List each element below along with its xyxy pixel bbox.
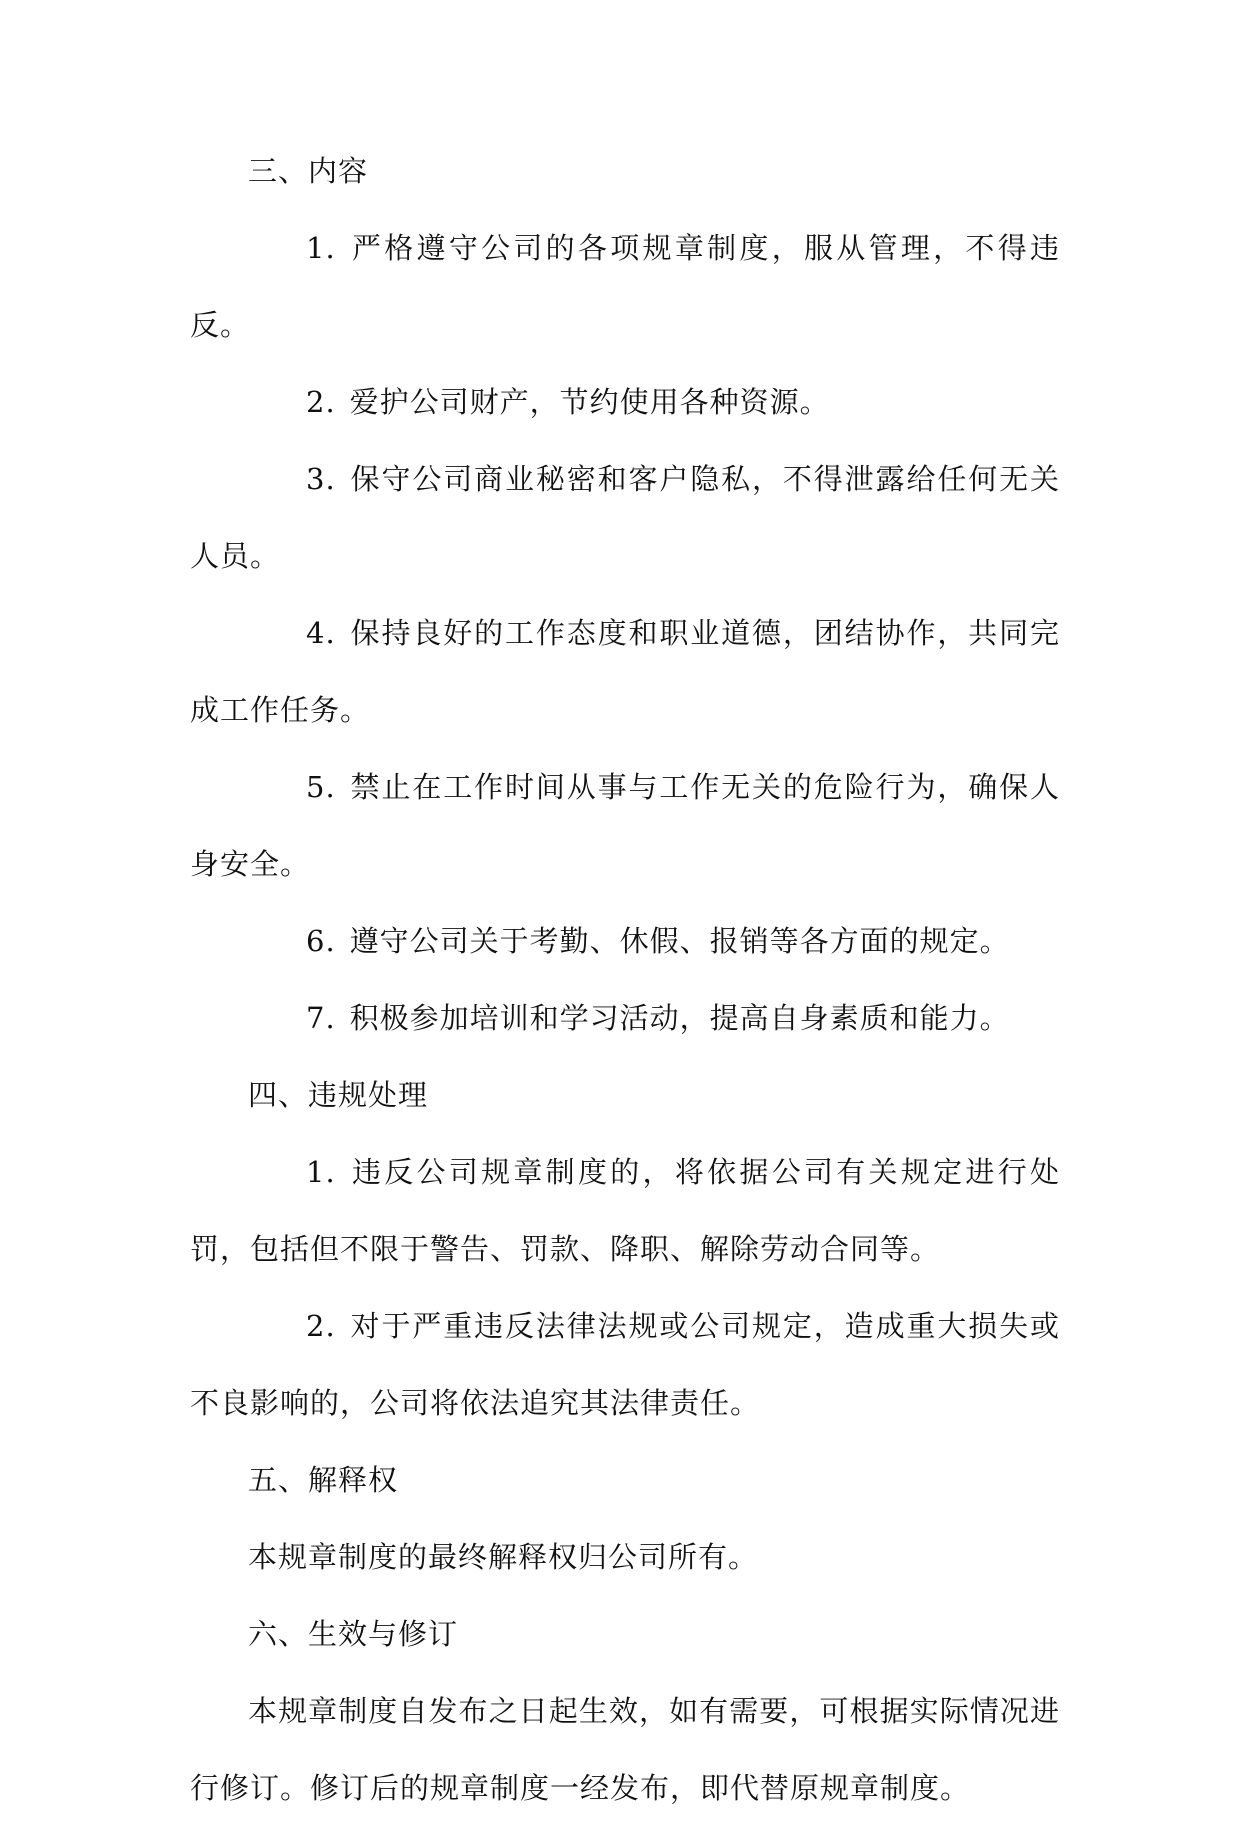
list-item [190,1288,1060,1442]
list-item [190,980,1060,1057]
list-item [190,441,1060,595]
item-number: 4. [306,616,336,650]
document-body [190,133,1060,1827]
item-number: 2. [306,1309,336,1343]
list-item [190,364,1060,441]
section-heading: 六、生效与修订 [248,1617,459,1651]
item-number: 7. [306,1001,336,1035]
item-text: 遵守公司关于考勤、休假、报销等各方面的规定。 [349,924,1010,958]
item-text: 积极参加培训和学习活动，提高自身素质和能力。 [349,1001,1010,1035]
section-heading: 三、内容 [248,154,369,188]
paragraph: 本规章制度自发布之日起生效，如有需要，可根据实际情况进行修订。修订后的规章制度一经发布，即代替原规章制度。 [190,1694,1060,1805]
item-number: 1. [306,231,336,265]
item-number: 2. [306,385,336,419]
list-item [190,1134,1060,1288]
list-item [190,749,1060,903]
item-text: 保守公司商业秘密和客户隐私，不得泄露给任何无关人员。 [190,462,1060,573]
item-text: 严格遵守公司的各项规章制度，服从管理，不得违反。 [190,231,1060,342]
item-text: 爱护公司财产，节约使用各种资源。 [349,385,830,419]
list-item [190,595,1060,749]
item-text: 对于严重违反法律法规或公司规定，造成重大损失或不良影响的，公司将依法追究其法律责任。 [190,1309,1060,1420]
item-number: 6. [306,924,336,958]
item-number: 5. [306,770,336,804]
section-heading: 四、违规处理 [248,1078,429,1112]
item-text: 违反公司规章制度的，将依据公司有关规定进行处罚，包括但不限于警告、罚款、降职、解除劳动合同等。 [190,1155,1060,1266]
section-heading: 五、解释权 [248,1463,399,1497]
item-text: 保持良好的工作态度和职业道德，团结协作，共同完成工作任务。 [190,616,1060,727]
item-number: 3. [306,462,336,496]
list-item [190,210,1060,364]
item-number: 1. [306,1155,336,1189]
item-text: 禁止在工作时间从事与工作无关的危险行为，确保人身安全。 [190,770,1060,881]
paragraph: 本规章制度的最终解释权归公司所有。 [248,1540,759,1574]
list-item [190,903,1060,980]
